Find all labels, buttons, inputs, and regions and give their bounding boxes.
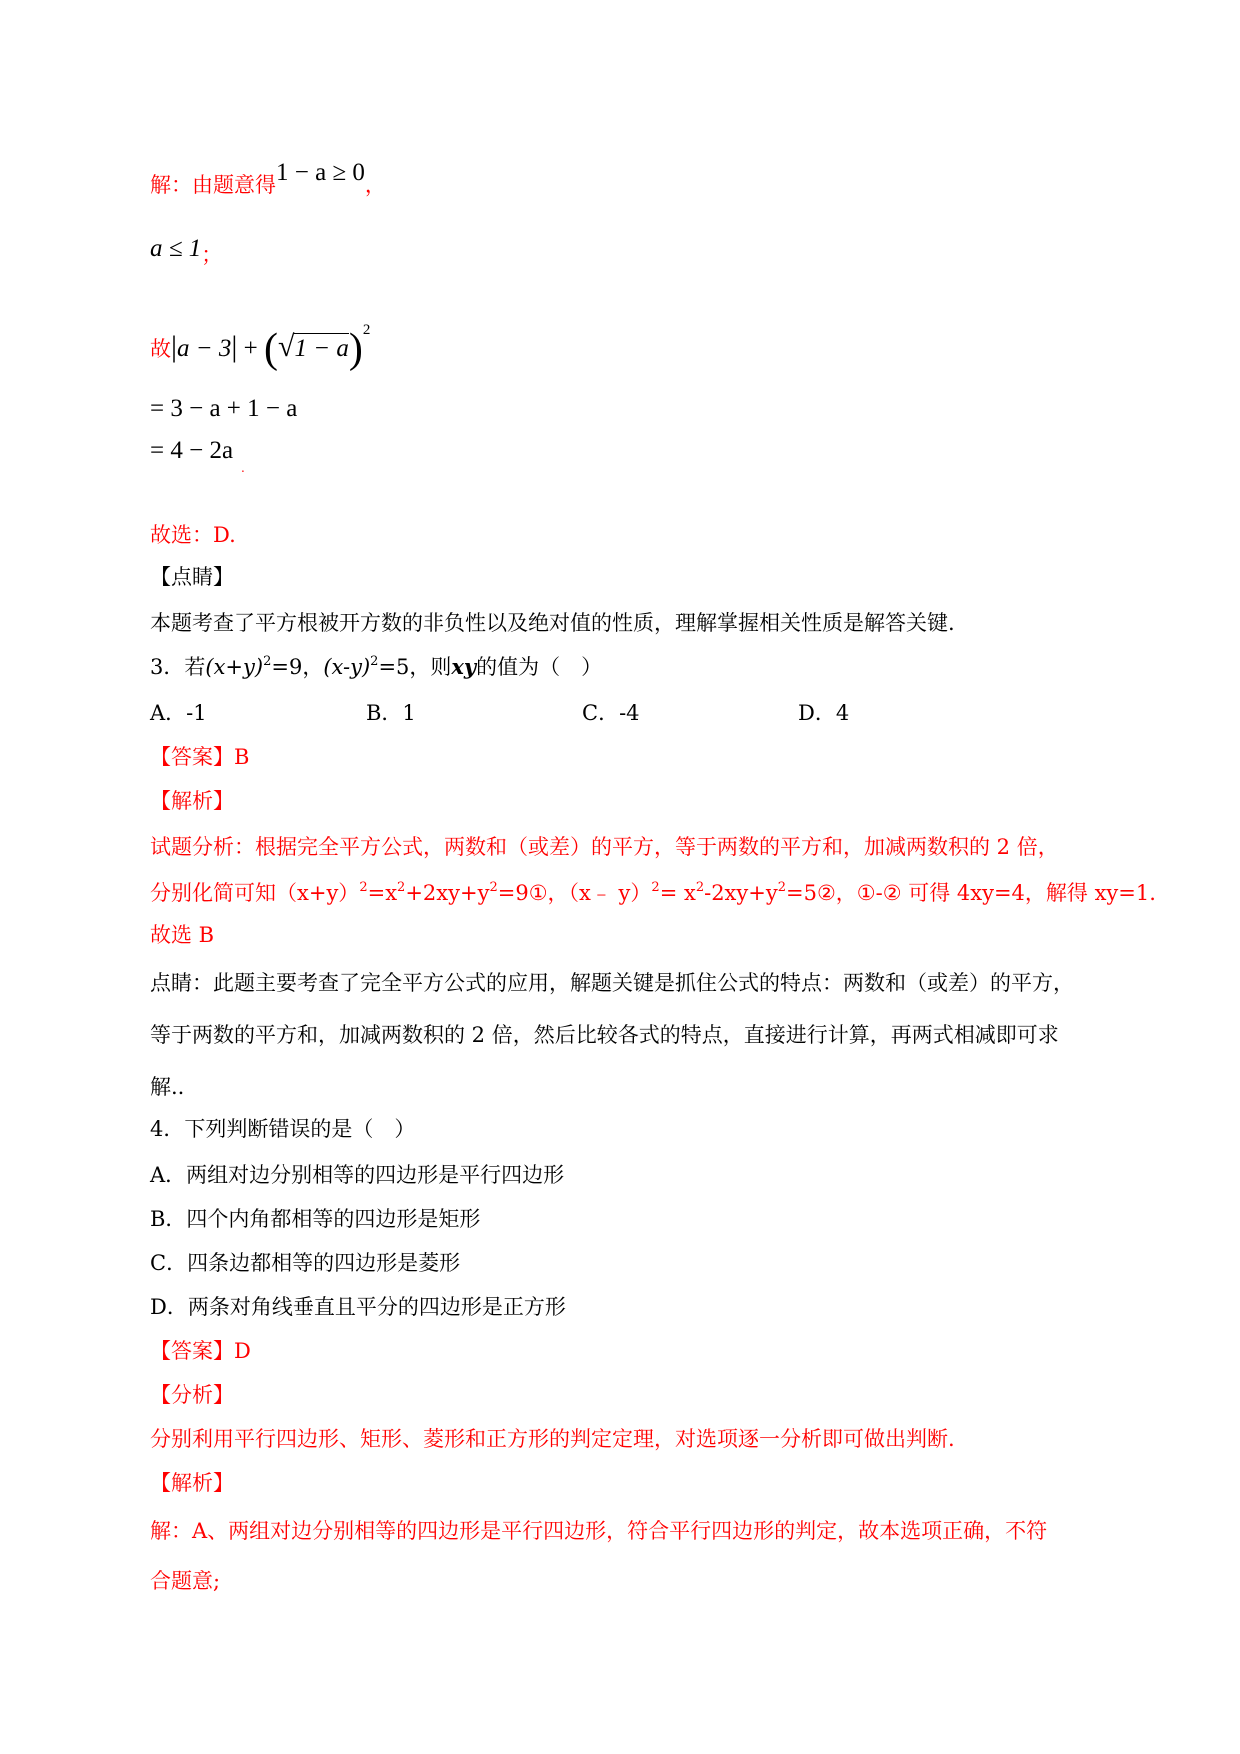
q4-answer-value: D [234,1339,251,1363]
q3-analysis-line2: 分别化简可知$(x+y)^2=x^2+2xy+y^2=9①$，（x﹣ $y)^2= x^2-2xy+y^2=5②$，①-② 可得 4xy=4，解得 xy=1. [150,880,1156,905]
q4-option-c: C．四条边都相等的四边形是菱形 [150,1251,461,1275]
q3-answer-label: 【答案】 [150,745,234,769]
q3-option-d: D．4 [798,701,850,725]
q2-abs-content: a − 3 [177,335,232,362]
q3-ask: 的值为（ ） [476,655,603,679]
q2-exponent: 2 [362,322,371,338]
q4-answer-label: 【答案】 [150,1339,234,1363]
q2-solution-line5 [150,436,245,475]
q3-stem [150,652,602,686]
q4-answer [150,1336,251,1366]
q2-inequality: 1 − a ≥ 0 [276,159,365,186]
q3-answer [150,742,249,772]
q3-options [150,698,1014,728]
q3-an-d: =9①，（x﹣ y） [497,881,652,905]
q2-solution-line4: = 3 − a + 1 − a [150,395,298,422]
q4-jiexi-line2: 合题意; [150,1569,221,1593]
q3-comment-line1: 点睛：此题主要考查了完全平方公式的应用，解题关键是抓住公式的特点：两数和（或差）的平方， [150,971,1074,995]
q2-solution-line1 [150,159,386,200]
q2-comment: 本题考查了平方根被开方数的非负性以及绝对值的性质，理解掌握相关性质是解答关键. [150,611,955,635]
sqrt-icon: √1 − a [278,330,349,363]
q2-semicolon: ； [201,243,223,267]
q3-number: 3．若 [150,655,206,679]
q2-range: a ≤ 1 [150,235,202,262]
q3-eq1: =9， [271,655,324,679]
q2-comma: ， [364,173,386,197]
q4-option-a: A．两组对边分别相等的四边形是平行四边形 [150,1163,565,1187]
q3-an-e: = x [659,881,696,905]
q3-option-c: C．-4 [582,701,640,725]
q4-jiexi-header: 【解析】 [150,1471,234,1495]
q2-comment-header: 【点睛】 [150,565,234,589]
q2-radicand: 1 − a [294,335,349,362]
q3-an-b: =x [367,881,398,905]
q4-stem: 4．下列判断错误的是（ ） [150,1117,416,1141]
q4-option-b: B．四个内角都相等的四边形是矩形 [150,1207,481,1231]
q3-xy: xy [451,654,477,679]
q2-solution-intro: 解：由题意得 [150,173,276,197]
q3-answer-value: B [234,745,250,769]
q3-comment-line2: 等于两数的平方和，加减两数积的 2 倍，然后比较各式的特点，直接进行计算，再两式相减即可求 [150,1023,1059,1047]
q2-solution-line2 [150,235,223,270]
q3-sup2: 2 [370,654,379,669]
q3-analysis-line3: 故选 B [150,923,215,947]
q3-option-b: B．1 [366,701,416,725]
q4-jiexi-line1: 解：A、两组对边分别相等的四边形是平行四边形，符合平行四边形的判定，故本选项正确，不符 [150,1519,1048,1543]
q3-analysis-header: 【解析】 [150,789,234,813]
q2-dot: . [241,461,245,475]
q3-an-c: +2xy+y [405,881,490,905]
q3-an-f: -2xy+y [704,881,778,905]
q2-choice: 故选：D. [150,523,236,547]
q3-sup1: 2 [263,654,272,669]
q2-plus: + [243,335,258,362]
q3-expr2: (x-y) [323,655,371,679]
q3-option-a: A．-1 [150,701,207,725]
q2-solution-line3 [150,322,371,372]
q2-result: = 4 − 2a [150,437,234,464]
q4-fenxi-header: 【分析】 [150,1383,234,1407]
q3-eq2: =5，则 [378,655,452,679]
q4-option-d: D．两条对角线垂直且平分的四边形是正方形 [150,1295,566,1319]
q3-expr1: (x+y) [205,655,264,679]
q3-comment-line3: 解.. [150,1075,185,1099]
q2-therefore: 故 [150,337,171,361]
q2-expression: $|a - 3| + (√1 - a)^2$ [171,322,371,372]
q4-fenxi: 分别利用平行四边形、矩形、菱形和正方形的判定定理，对选项逐一分析即可做出判断. [150,1427,955,1451]
q3-an-g: =5②，①-② 可得 4xy=4，解得 xy=1. [786,881,1156,905]
q3-an-a: 分别化简可知（x+y） [150,881,360,905]
q3-analysis-line1: 试题分析：根据完全平方公式，两数和（或差）的平方，等于两数的平方和，加减两数积的 2 倍， [150,835,1059,859]
